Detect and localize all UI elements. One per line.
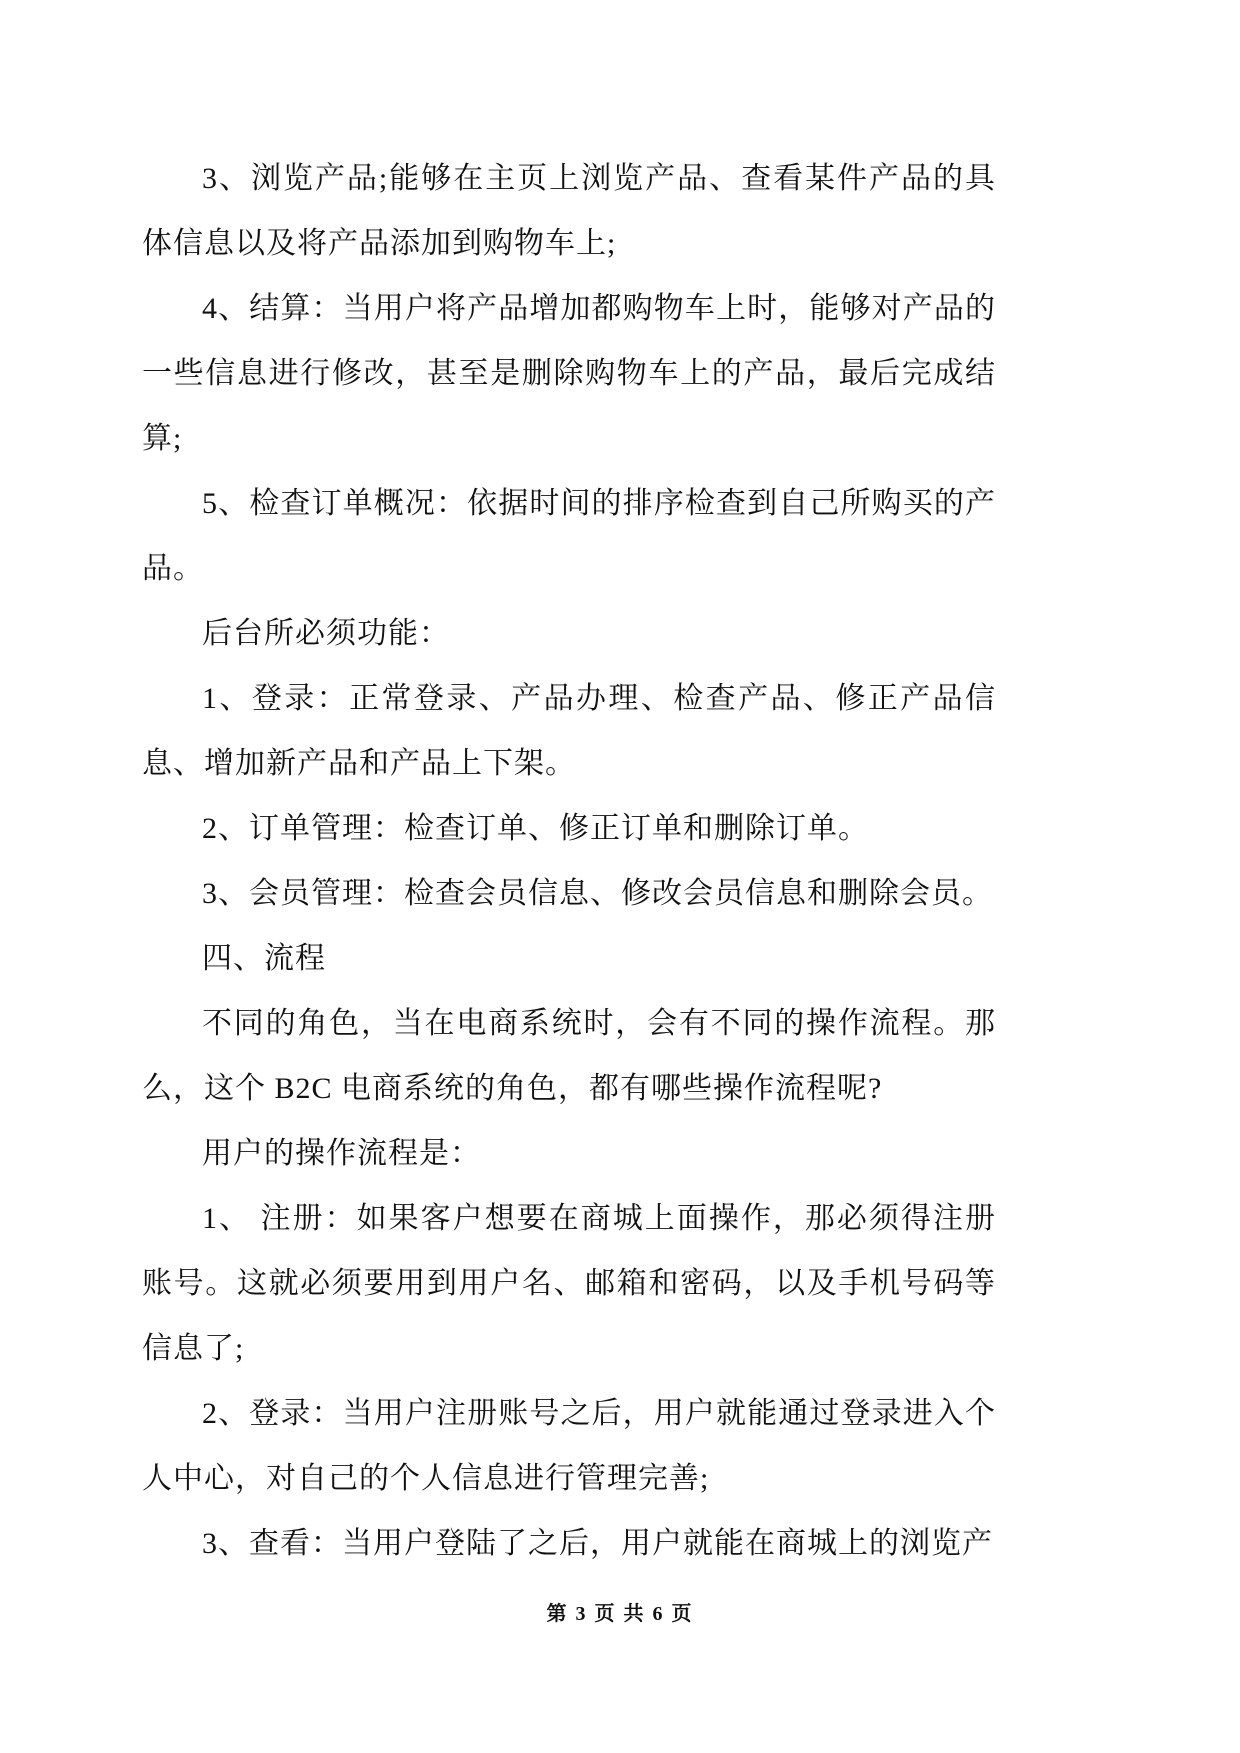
paragraph: 四、流程 [202,942,326,975]
paragraph: 3、会员管理：检查会员信息、修改会员信息和删除会员。 [202,877,993,910]
paragraph: 后台所必须功能： [202,617,450,650]
paragraph: 1、 注册：如果客户想要在商城上面操作，那必须得注册账号。这就必须要用到用户名、邮箱和密码，以及手机号码等信息了; [142,1202,996,1365]
paragraph: 不同的角色，当在电商系统时，会有不同的操作流程。那么，这个 B2C 电商系统的角色，都有哪些操作流程呢? [142,1007,996,1105]
document-body [142,146,996,1576]
paragraph: 2、订单管理：检查订单、修正订单和删除订单。 [202,812,869,845]
paragraph: 4、结算：当用户将产品增加都购物车上时，能够对产品的一些信息进行修改，甚至是删除购物车上的产品，最后完成结算; [142,292,996,455]
paragraph: 2、登录：当用户注册账号之后，用户就能通过登录进入个人中心，对自己的个人信息进行管理完善; [142,1397,996,1495]
paragraph: 5、检查订单概况：依据时间的排序检查到自己所购买的产品。 [142,487,996,585]
page-footer: 第 3 页 共 6 页 [546,1603,694,1625]
paragraph: 1、登录：正常登录、产品办理、检查产品、修正产品信息、增加新产品和产品上下架。 [142,682,996,780]
paragraph: 3、查看：当用户登陆了之后，用户就能在商城上的浏览产 [202,1527,993,1560]
paragraph: 3、浏览产品;能够在主页上浏览产品、查看某件产品的具体信息以及将产品添加到购物车上; [142,162,996,260]
paragraph: 用户的操作流程是： [202,1137,481,1170]
